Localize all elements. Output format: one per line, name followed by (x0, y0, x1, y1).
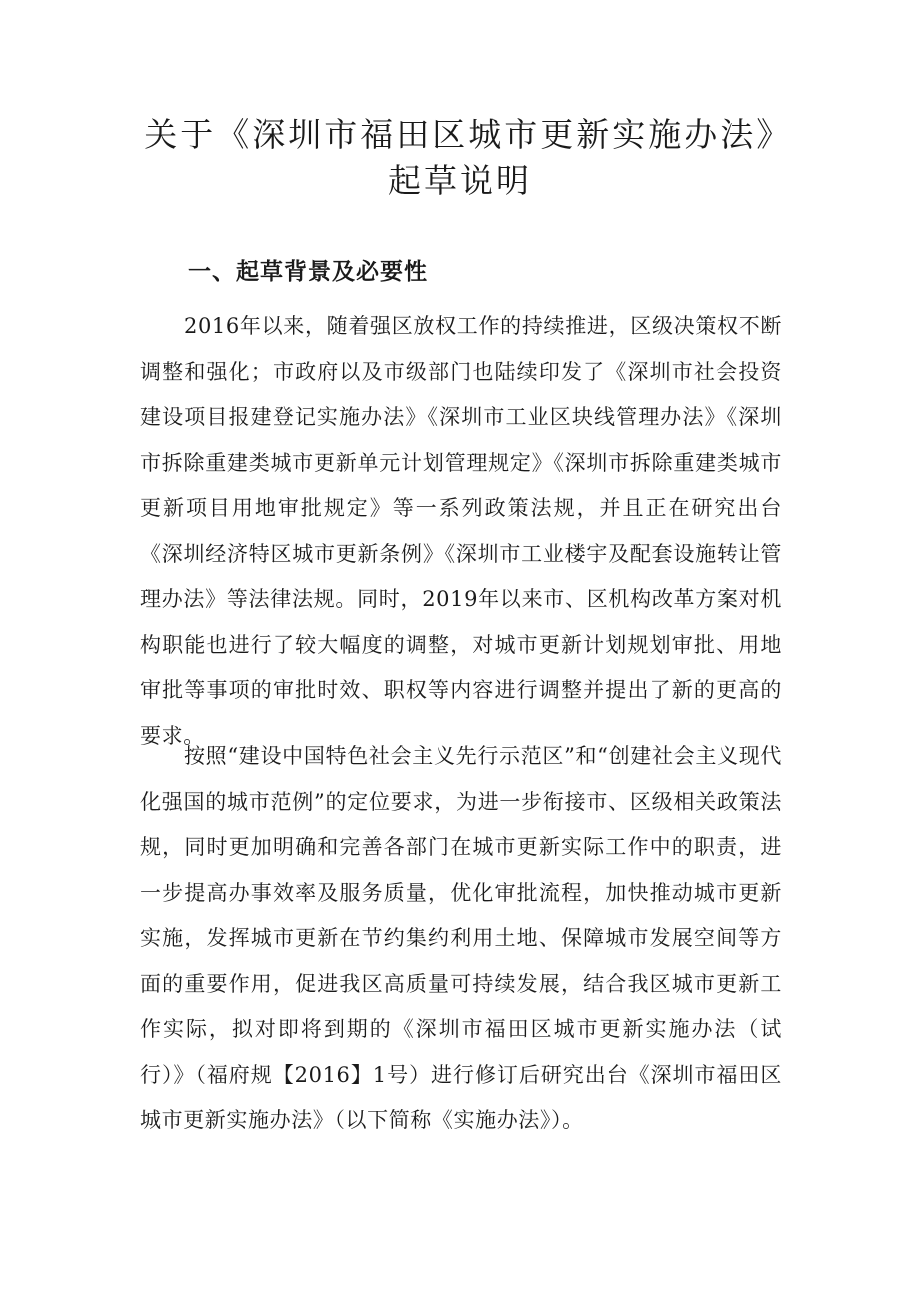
paragraph-background: 2016年以来，随着强区放权工作的持续推进，区级决策权不断调整和强化；市政府以及市级部门也陆续印发了《深圳市社会投资建设项目报建登记实施办法》《深圳市工业区块线管理办法》《深圳市拆除重建类城市更新单元计划管理规定》《深圳市拆除重建类城市更新项目用地审批规定》等一系列政策法规，并且正在研究出台《深圳经济特区城市更新条例》《深圳市工业楼宇及配套设施转让管理办法》等法律法规。同时，2019年以来市、区机构改革方案对机构职能也进行了较大幅度的调整，对城市更新计划规划审批、用地审批等事项的审批时效、职权等内容进行调整并提出了新的更高的要求。 (140, 314, 782, 748)
paragraph-necessity: 按照“建设中国特色社会主义先行示范区”和“创建社会主义现代化强国的城市范例”的定位要求，为进一步衔接市、区级相关政策法规，同时更加明确和完善各部门在城市更新实际工作中的职责，进一步提高办事效率及服务质量，优化审批流程，加快推动城市更新实施，发挥城市更新在节约集约利用土地、保障城市发展空间等方面的重要作用，促进我区高质量可持续发展，结合我区城市更新工作实际，拟对即将到期的《深圳市福田区城市更新实施办法（试行）》（福府规【2016】1号）进行修订后研究出台《深圳市福田区城市更新实施办法》（以下简称《实施办法》）。 (140, 744, 782, 1132)
document-title: 关于《深圳市福田区城市更新实施办法》起草说明 (144, 115, 776, 200)
section-heading: 一、起草背景及必要性 (188, 259, 428, 285)
